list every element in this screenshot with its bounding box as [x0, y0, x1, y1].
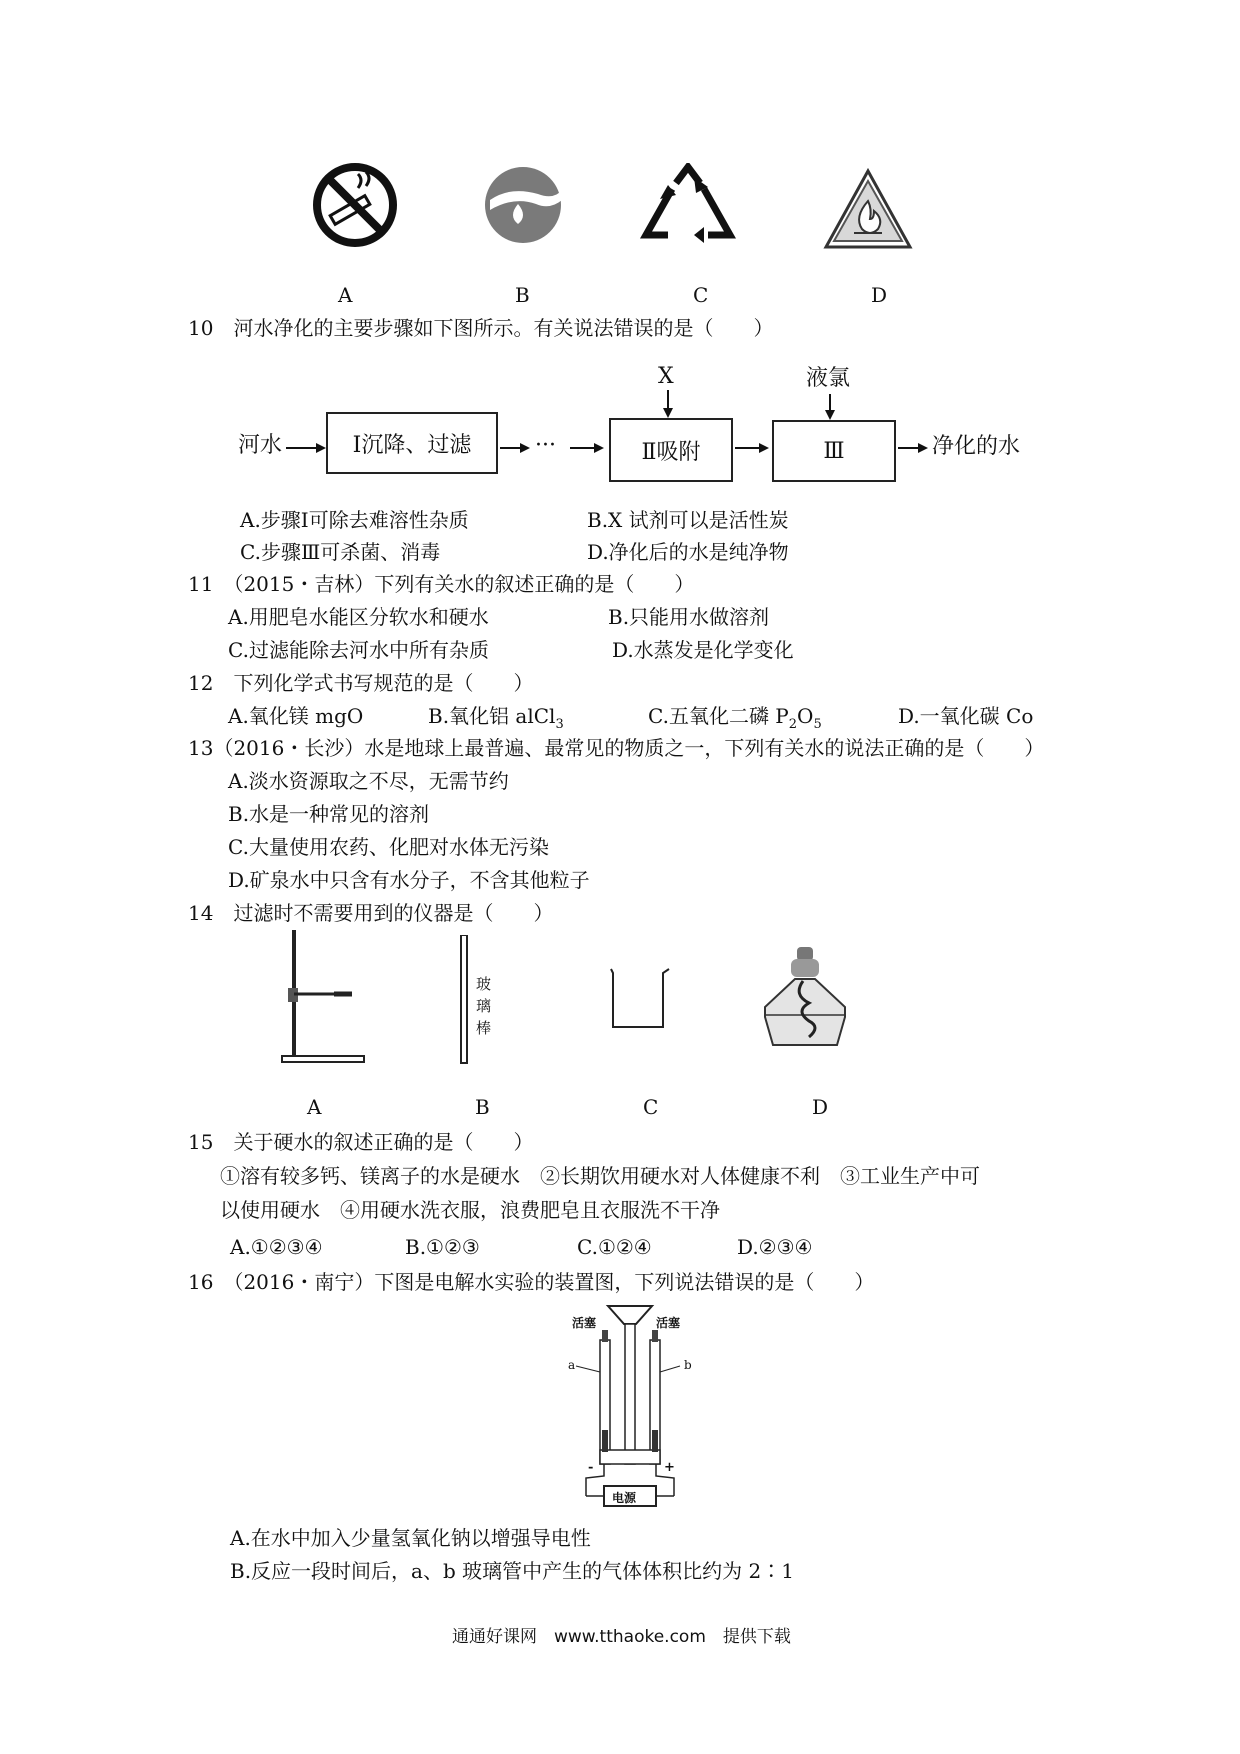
minus-label: -	[588, 1460, 594, 1475]
valve-right-label: 活塞	[656, 1316, 681, 1330]
arrow-down-icon	[658, 390, 678, 418]
icon-label-a: A	[338, 283, 353, 307]
alcohol-lamp-icon	[755, 945, 855, 1055]
page-footer: 通通好课网 www.tthaoke.com 提供下载	[452, 1627, 791, 1647]
tube-a-label: a	[568, 1358, 576, 1372]
plus-label: +	[664, 1460, 675, 1475]
electrolysis-apparatus-icon	[560, 1300, 700, 1510]
q12-option-b: B.氧化铝 alCl$_3$	[428, 704, 564, 732]
power-supply-label: 电源	[612, 1491, 637, 1505]
q15-option-b: B.①②③	[405, 1235, 480, 1259]
glass-rod-label: 玻 璃 棒	[476, 975, 492, 1037]
q10-option-c: C.步骤Ⅲ可杀菌、消毒	[240, 540, 441, 564]
flow-input: 河水	[238, 433, 283, 458]
q10-option-a: A.步骤Ⅰ可除去难溶性杂质	[240, 508, 469, 532]
q13-stem: 13（2016・长沙）水是地球上最普遍、最常见的物质之一，下列有关水的说法正确的是（ ）	[188, 736, 1045, 760]
q14-label-b: B	[475, 1095, 490, 1119]
glass-rod-icon	[455, 935, 475, 1065]
arrow-icon	[735, 436, 769, 460]
q16-option-a: A.在水中加入少量氢氧化钠以增强导电性	[230, 1526, 591, 1550]
q14-stem: 14 过滤时不需要用到的仪器是（ ）	[188, 901, 554, 925]
q12-option-c: C.五氧化二磷 $P_2O_5$	[648, 704, 822, 732]
reagent-x: X	[658, 364, 674, 389]
flow-output: 净化的水	[932, 434, 1021, 459]
arrow-icon	[570, 436, 604, 460]
electrolysis-apparatus-diagram	[560, 1300, 700, 1510]
q12-option-a: A.氧化镁 mgO	[228, 704, 364, 728]
q11-option-a: A.用肥皂水能区分软水和硬水	[228, 605, 489, 629]
q13-option-d: D.矿泉水中只含有水分子，不含其他粒子	[228, 868, 590, 892]
q15-statement-line1: ①溶有较多钙、镁离子的水是硬水 ②长期饮用硬水对人体健康不利 ③工业生产中可	[220, 1164, 980, 1188]
q11-option-c: C.过滤能除去河水中所有杂质	[228, 638, 489, 662]
arrow-icon	[898, 436, 928, 460]
arrow-icon	[500, 436, 530, 460]
water-saving-icon	[478, 160, 568, 250]
flow-step2: Ⅱ吸附	[609, 418, 733, 482]
flow-step1: Ⅰ沉降、过滤	[326, 412, 498, 474]
flammable-warning-icon	[820, 165, 916, 255]
q10-option-d: D.净化后的水是纯净物	[587, 540, 789, 564]
q14-label-a: A	[307, 1095, 322, 1119]
q15-option-c: C.①②④	[577, 1235, 652, 1259]
arrow-down-icon	[820, 394, 840, 420]
q10-stem: 10 河水净化的主要步骤如下图所示。有关说法错误的是（ ）	[188, 316, 774, 340]
q15-stem: 15 关于硬水的叙述正确的是（ ）	[188, 1130, 534, 1154]
valve-left-label: 活塞	[572, 1316, 597, 1330]
reagent-chlorine: 液氯	[806, 366, 851, 391]
recycle-icon	[638, 163, 738, 253]
q13-option-c: C.大量使用农药、化肥对水体无污染	[228, 835, 549, 859]
q16-option-b: B.反应一段时间后，a、b 玻璃管中产生的气体体积比约为 2∶1	[230, 1559, 794, 1583]
iron-stand-icon	[278, 930, 368, 1070]
arrow-icon	[286, 436, 326, 460]
icon-label-d: D	[871, 283, 888, 307]
q11-stem: 11 （2015・吉林）下列有关水的叙述正确的是（ ）	[188, 572, 695, 596]
no-smoking-icon	[310, 160, 400, 250]
icon-label-c: C	[693, 283, 709, 307]
q14-label-c: C	[643, 1095, 659, 1119]
flow-dots: ···	[535, 433, 556, 458]
q12-stem: 12 下列化学式书写规范的是（ ）	[188, 671, 534, 695]
q15-option-a: A.①②③④	[230, 1235, 323, 1259]
beaker-icon	[605, 965, 675, 1035]
q15-option-d: D.②③④	[737, 1235, 813, 1259]
q14-label-d: D	[812, 1095, 829, 1119]
q16-stem: 16 （2016・南宁）下图是电解水实验的装置图，下列说法错误的是（ ）	[188, 1270, 875, 1294]
flow-step3: Ⅲ	[772, 420, 896, 482]
q11-option-b: B.只能用水做溶剂	[608, 605, 770, 629]
q12-option-d: D.一氧化碳 Co	[898, 704, 1034, 728]
q13-option-b: B.水是一种常见的溶剂	[228, 802, 430, 826]
q15-statement-line2: 以使用硬水 ④用硬水洗衣服，浪费肥皂且衣服洗不干净	[220, 1198, 720, 1222]
q11-option-d: D.水蒸发是化学变化	[612, 638, 794, 662]
tube-b-label: b	[684, 1358, 692, 1372]
q10-option-b: B.X 试剂可以是活性炭	[587, 508, 789, 532]
q13-option-a: A.淡水资源取之不尽，无需节约	[228, 769, 509, 793]
icon-label-b: B	[515, 283, 530, 307]
